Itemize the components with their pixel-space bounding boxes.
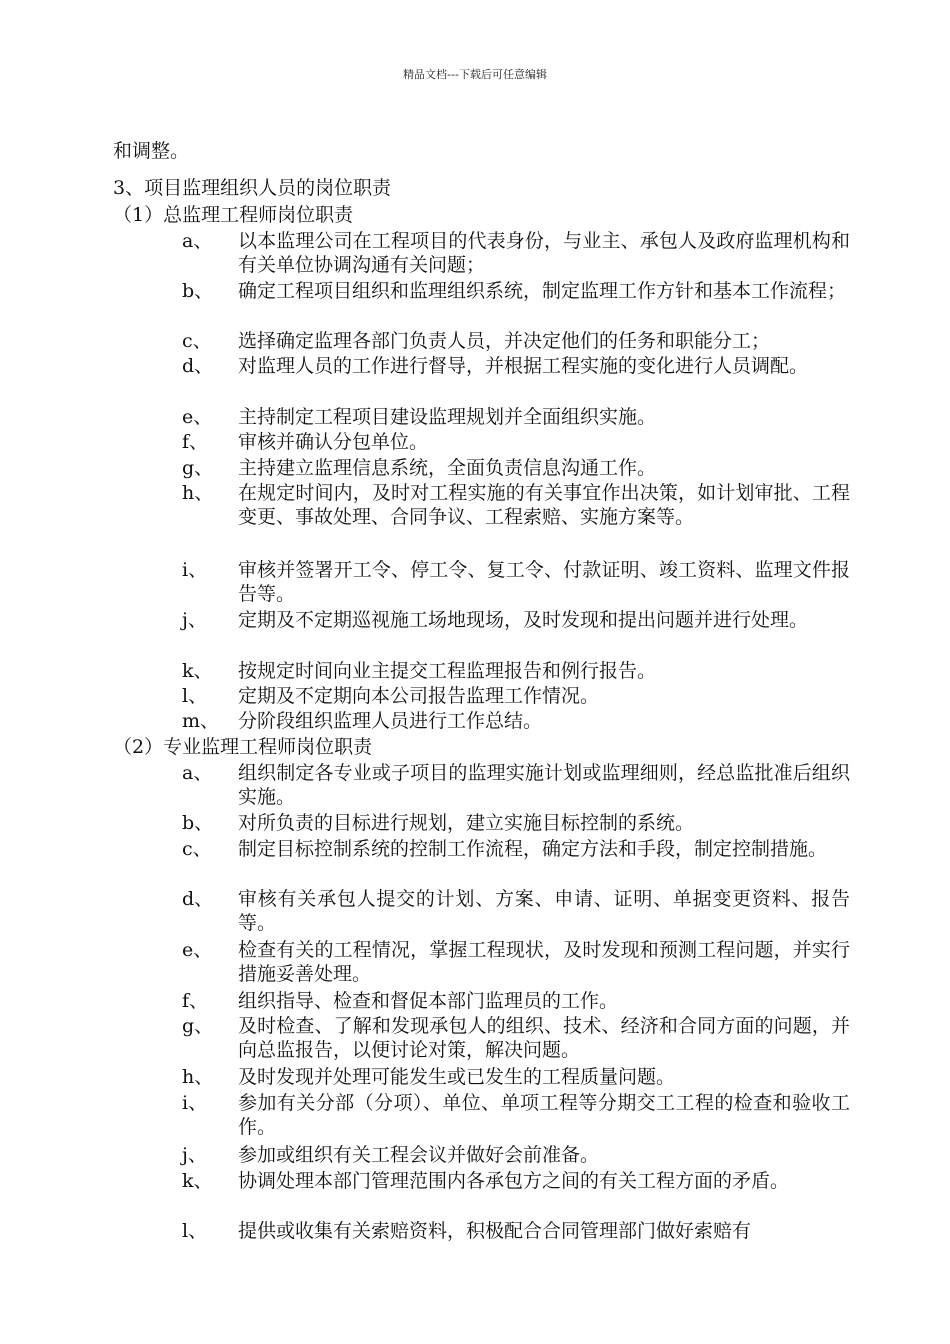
list-item: [182, 456, 852, 480]
list-item: [182, 329, 852, 353]
item-label: g、: [182, 1015, 214, 1037]
item-text: 制定目标控制系统的控制工作流程，确定方法和手段，制定控制措施。: [238, 838, 828, 860]
section-title: 3、项目监理组织人员的岗位职责: [113, 177, 392, 199]
item-text: 参加或组织有关工程会议并做好会前准备。: [238, 1144, 600, 1166]
item-label: h、: [182, 482, 214, 504]
list-item: [182, 761, 852, 809]
item-text: 主持制定工程项目建设监理规划并全面组织实施。: [238, 406, 657, 428]
item-text: 审核并确认分包单位。: [238, 431, 429, 453]
list-item: [182, 811, 852, 835]
item-label: f、: [182, 990, 209, 1012]
item-label: a、: [182, 762, 213, 784]
list-item: [182, 938, 852, 986]
item-label: b、: [182, 280, 214, 302]
list-item: [182, 354, 852, 378]
item-text: 以本监理公司在工程项目的代表身份，与业主、承包人及政府监理机构和有关单位协调沟通有关问题；: [238, 230, 850, 276]
intro-text: 和调整。: [113, 140, 190, 162]
item-label: e、: [182, 939, 213, 961]
item-text: 确定工程项目组织和监理组织系统，制定监理工作方针和基本工作流程；: [238, 280, 847, 302]
item-label: f、: [182, 431, 209, 453]
list-item: [182, 430, 852, 454]
list-item: [182, 989, 852, 1013]
list-item: [182, 1169, 852, 1193]
list-item: [182, 837, 852, 861]
item-text: 参加有关分部（分项）、单位、单项工程等分期交工工程的检查和验收工作。: [238, 1092, 850, 1138]
item-label: k、: [182, 1170, 213, 1192]
item-label: b、: [182, 812, 214, 834]
list-item: [182, 1014, 852, 1062]
item-label: c、: [182, 330, 212, 352]
item-text: 组织制定各专业或子项目的监理实施计划或监理细则，经总监批准后组织实施。: [238, 762, 850, 808]
item-text: 定期及不定期向本公司报告监理工作情况。: [238, 685, 600, 707]
item-text: 及时发现并处理可能发生或已发生的工程质量问题。: [238, 1066, 676, 1088]
item-label: a、: [182, 230, 213, 252]
item-label: d、: [182, 888, 214, 910]
item-text: 审核有关承包人提交的计划、方案、申请、证明、单据变更资料、报告等。: [238, 888, 850, 934]
list-item: [182, 1091, 852, 1139]
item-text: 定期及不定期巡视施工场地现场，及时发现和提出问题并进行处理。: [238, 609, 809, 631]
list-item: [182, 481, 852, 529]
list-item: [182, 684, 852, 708]
item-text: 组织指导、检查和督促本部门监理员的工作。: [238, 990, 619, 1012]
list-item: [182, 1219, 852, 1243]
item-label: h、: [182, 1066, 214, 1088]
item-label: l、: [182, 1220, 208, 1242]
item-label: j、: [182, 609, 207, 631]
list-item: [182, 229, 852, 277]
item-text: 协调处理本部门管理范围内各承包方之间的有关工程方面的矛盾。: [238, 1170, 790, 1192]
item-text: 按规定时间向业主提交工程监理报告和例行报告。: [238, 660, 657, 682]
list-item: [182, 608, 852, 632]
list-item: [182, 279, 852, 303]
item-label: m、: [182, 710, 220, 732]
item-label: g、: [182, 457, 214, 479]
item-text: 对监理人员的工作进行督导，并根据工程实施的变化进行人员调配。: [238, 355, 809, 377]
list-item: [182, 558, 852, 606]
item-label: k、: [182, 660, 213, 682]
item-text: 检查有关的工程情况，掌握工程现状，及时发现和预测工程问题，并实行措施妥善处理。: [238, 939, 850, 985]
list-item: [182, 709, 852, 733]
item-label: j、: [182, 1144, 207, 1166]
item-text: 审核并签署开工令、停工令、复工令、付款证明、竣工资料、监理文件报告等。: [238, 559, 850, 605]
list-item: [182, 405, 852, 429]
item-text: 选择确定监理各部门负责人员，并决定他们的任务和职能分工；: [238, 330, 771, 352]
item-text: 分阶段组织监理人员进行工作总结。: [238, 710, 543, 732]
item-text: 提供或收集有关索赔资料，积极配合合同管理部门做好索赔有: [238, 1220, 752, 1242]
item-text: 及时检查、了解和发现承包人的组织、技术、经济和合同方面的问题，并向总监报告，以便讨论对策，解决问题。: [238, 1015, 850, 1061]
group2-title: （2）专业监理工程师岗位职责: [113, 736, 373, 758]
item-label: i、: [182, 559, 208, 581]
list-item: [182, 1065, 852, 1089]
list-item: [182, 659, 852, 683]
item-text: 主持建立监理信息系统，全面负责信息沟通工作。: [238, 457, 657, 479]
item-label: l、: [182, 685, 208, 707]
item-text: 在规定时间内，及时对工程实施的有关事宜作出决策，如计划审批、工程变更、事故处理、合同争议、工程索赔、实施方案等。: [238, 482, 850, 528]
item-label: e、: [182, 406, 213, 428]
item-text: 对所负责的目标进行规划，建立实施目标控制的系统。: [238, 812, 695, 834]
item-label: i、: [182, 1092, 208, 1114]
list-item: [182, 887, 852, 935]
item-label: d、: [182, 355, 214, 377]
page-header: 精品文档---下载后可任意编辑: [403, 68, 547, 81]
group1-title: （1）总监理工程师岗位职责: [113, 204, 354, 226]
item-label: c、: [182, 838, 212, 860]
list-item: [182, 1143, 852, 1167]
